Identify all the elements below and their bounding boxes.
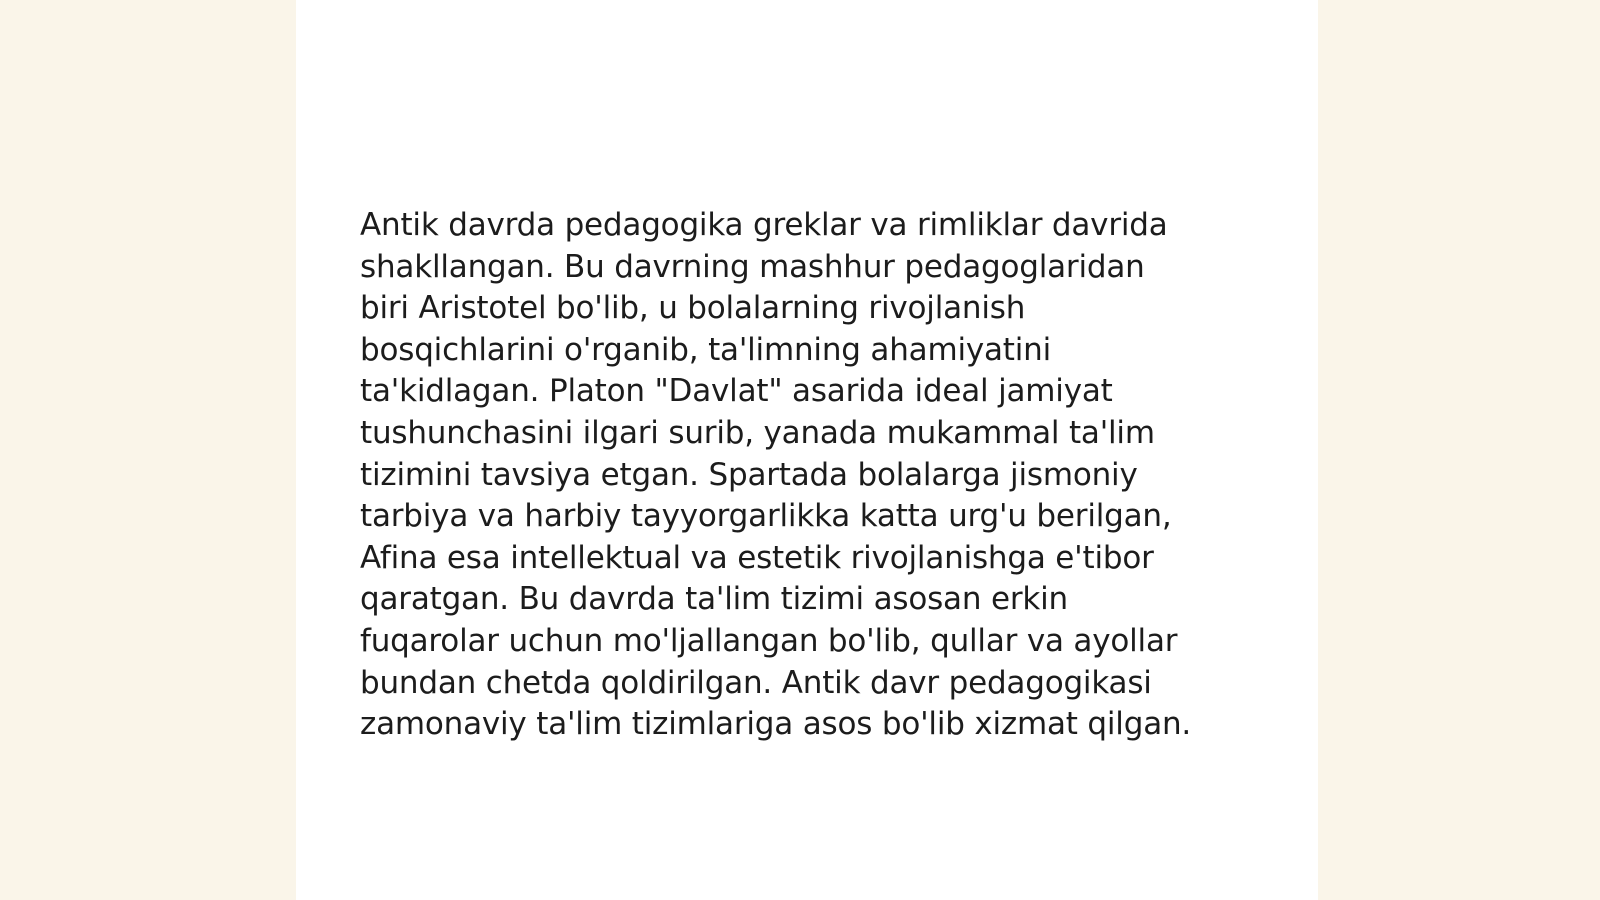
left-margin-panel: [0, 0, 296, 900]
paragraph-line: shakllangan. Bu davrning mashhur pedagoglaridan: [360, 248, 1145, 285]
body-paragraph: [360, 205, 1260, 746]
slide-page: [296, 0, 1318, 900]
paragraph-line: tizimini tavsiya etgan. Spartada bolalarga jismoniy: [360, 456, 1138, 493]
paragraph-line: qaratgan. Bu davrda ta'lim tizimi asosan erkin: [360, 581, 1068, 618]
paragraph-line: fuqarolar uchun mo'ljallangan bo'lib, qullar va ayollar: [360, 622, 1178, 659]
paragraph-line: tarbiya va harbiy tayyorgarlikka katta urg'u berilgan,: [360, 498, 1172, 535]
paragraph-line: bosqichlarini o'rganib, ta'limning ahamiyatini: [360, 331, 1052, 368]
right-margin-panel: [1318, 0, 1600, 900]
paragraph-line: bundan chetda qoldirilgan. Antik davr pedagogikasi: [360, 664, 1152, 701]
paragraph-line: Afina esa intellektual va estetik rivojlanishga e'tibor: [360, 539, 1154, 576]
paragraph-line: biri Aristotel bo'lib, u bolalarning rivojlanish: [360, 290, 1026, 327]
paragraph-line: ta'kidlagan. Platon "Davlat" asarida ideal jamiyat: [360, 373, 1113, 410]
paragraph-line: zamonaviy ta'lim tizimlariga asos bo'lib xizmat qilgan.: [360, 706, 1192, 743]
paragraph-line: tushunchasini ilgari surib, yanada mukammal ta'lim: [360, 414, 1155, 451]
paragraph-line: Antik davrda pedagogika greklar va rimliklar davrida: [360, 207, 1168, 243]
